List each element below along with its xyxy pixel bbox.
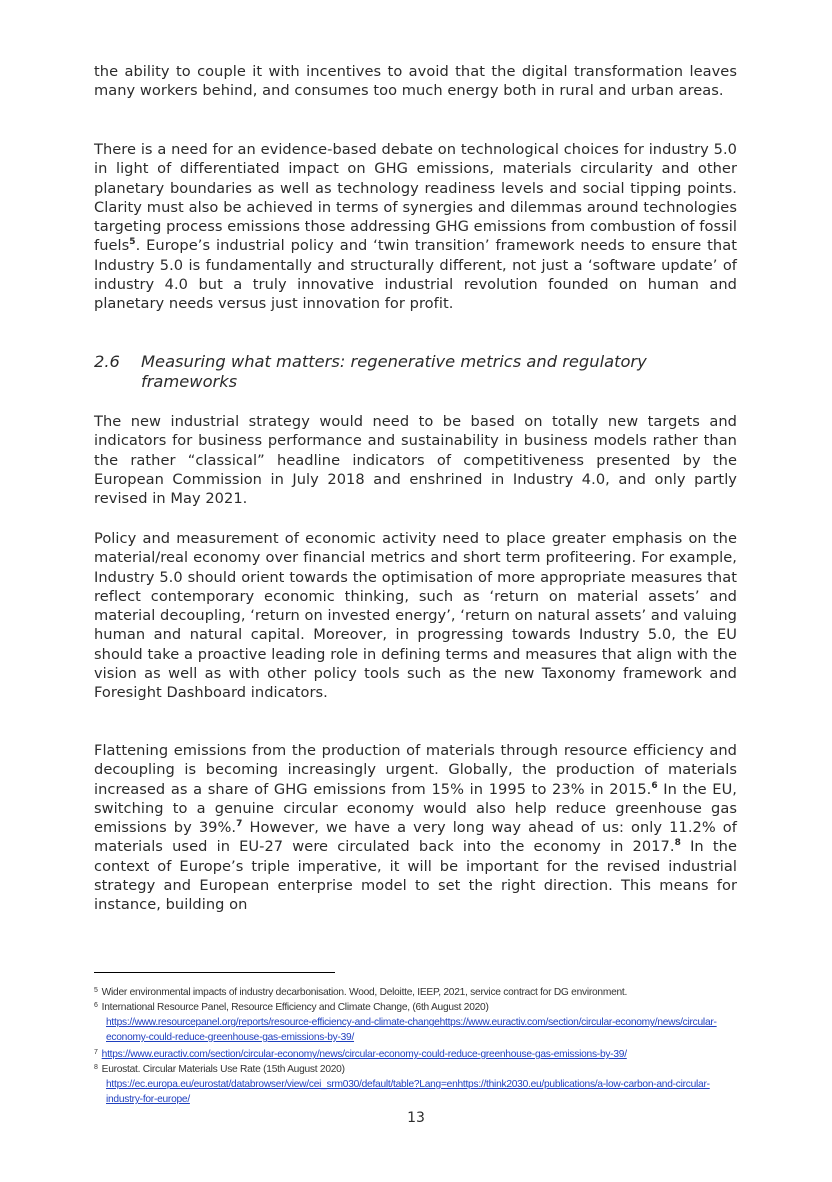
footnote-8 [94, 1060, 744, 1107]
footnote-divider [94, 972, 335, 973]
section-number: 2.6 [94, 352, 120, 371]
footnote-text: International Resource Panel, Resource Efficiency and Climate Change, (6th August 2020) [101, 1002, 489, 1013]
paragraph-policy-measurement: Policy and measurement of economic activity need to place greater emphasis on the material/real economy over financial metrics and short term profiteering. For example, Industry 5.0 should orient towards the optimisation of more appropriate measures that reflect contemporary economic thinking, such as ‘return on material assets’ and material decoupling, ‘return on invested energy’, ‘return on natural assets’ and valuing human and natural capital. Moreover, in progressing towards Industry 5.0, the EU should take a proactive leading role in defining terms and measures that align with the vision as well as with other policy tools such as the new Taxonomy framework and Foresight Dashboard indicators. [94, 530, 737, 702]
paragraph-flattening-emissions [94, 741, 737, 915]
paragraph-digital-transformation: the ability to couple it with incentives to avoid that the digital transformation leaves many workers behind, and consumes too much energy both in rural and urban areas. [94, 63, 737, 100]
footnote-marker: 7 [94, 1049, 98, 1056]
paragraph-text: In the EU, switching to a genuine circular economy would also help reduce greenhouse gas emissions by 39%. [94, 780, 737, 837]
footnote-link[interactable]: https://www.euractiv.com/section/circular-economy/news/circular-economy-could-reduce-greenhouse-gas-emissions-by-39/ [101, 1049, 627, 1060]
paragraph-technological-choices [94, 140, 737, 314]
footnote-ref-5[interactable]: 5 [129, 237, 136, 248]
section-heading [94, 352, 737, 392]
footnote-link[interactable]: https://www.resourcepanel.org/reports/resource-efficiency-and-climate-changehttps://www.euractiv.com/section/circular-economy/news/circular-economy-could-reduce-greenhouse-gas-emissions-by-39/ [106, 1017, 717, 1043]
section-title: Measuring what matters: regenerative metrics and regulatory frameworks [141, 352, 647, 391]
footnote-6 [94, 998, 744, 1045]
footnote-marker: 6 [94, 1002, 98, 1009]
footnote-text: Wider environmental impacts of industry decarbonisation. Wood, Deloitte, IEEP, 2021, service contract for DG environment. [101, 987, 628, 998]
paragraph-text: . Europe’s industrial policy and ‘twin transition’ framework needs to ensure that Industry 5.0 is fundamentally and structurally different, not just a ‘software update’ of industry 4.0 but a truly innovative industrial revolution founded on human and planetary needs versus just innovation for profit. [94, 237, 737, 313]
footnote-ref-7[interactable]: 7 [236, 819, 243, 830]
footnote-text: Eurostat. Circular Materials Use Rate (15th August 2020) [101, 1064, 345, 1075]
paragraph-text: In the context of Europe’s triple imperative, it will be important for the revised industrial strategy and European enterprise model to set the right direction. This means for instance, building on [94, 838, 737, 914]
footnote-ref-8[interactable]: 8 [674, 838, 681, 849]
footnote-marker: 5 [94, 987, 98, 994]
footnote-link[interactable]: https://ec.europa.eu/eurostat/databrowser/view/cei_srm030/default/table?Lang=enhttps://think2030.eu/publications/a-low-carbon-and-circular-industry-for-europe/ [106, 1079, 710, 1105]
paragraph-text: There is a need for an evidence-based debate on technological choices for industry 5.0 in light of differentiated impact on GHG emissions, materials circularity and other planetary boundaries as well as technology readiness levels and social tipping points. Clarity must also be achieved in terms of synergies and dilemmas around technologies targeting process emissions those addressing GHG emissions from combustion of fossil fuels [94, 141, 737, 255]
paragraph-text: However, we have a very long way ahead of us: only 11.2% of materials used in EU-27 were circulated back into the economy in 2017. [94, 819, 737, 856]
footnote-marker: 8 [94, 1064, 98, 1071]
paragraph-new-industrial-strategy: The new industrial strategy would need to be based on totally new targets and indicators for business performance and sustainability in business models rather than the rather “classical” headline indicators of competitiveness presented by the European Commission in July 2018 and enshrined in Industry 4.0, and only partly revised in May 2021. [94, 413, 737, 508]
footnote-ref-6[interactable]: 6 [651, 780, 658, 791]
page-number: 13 [407, 1110, 425, 1126]
paragraph-text: Flattening emissions from the production of materials through resource efficiency and decoupling is becoming increasingly urgent. Globally, the production of materials increased as a share of GHG emissions from 15% in 1995 to 23% in 2015. [94, 742, 737, 798]
